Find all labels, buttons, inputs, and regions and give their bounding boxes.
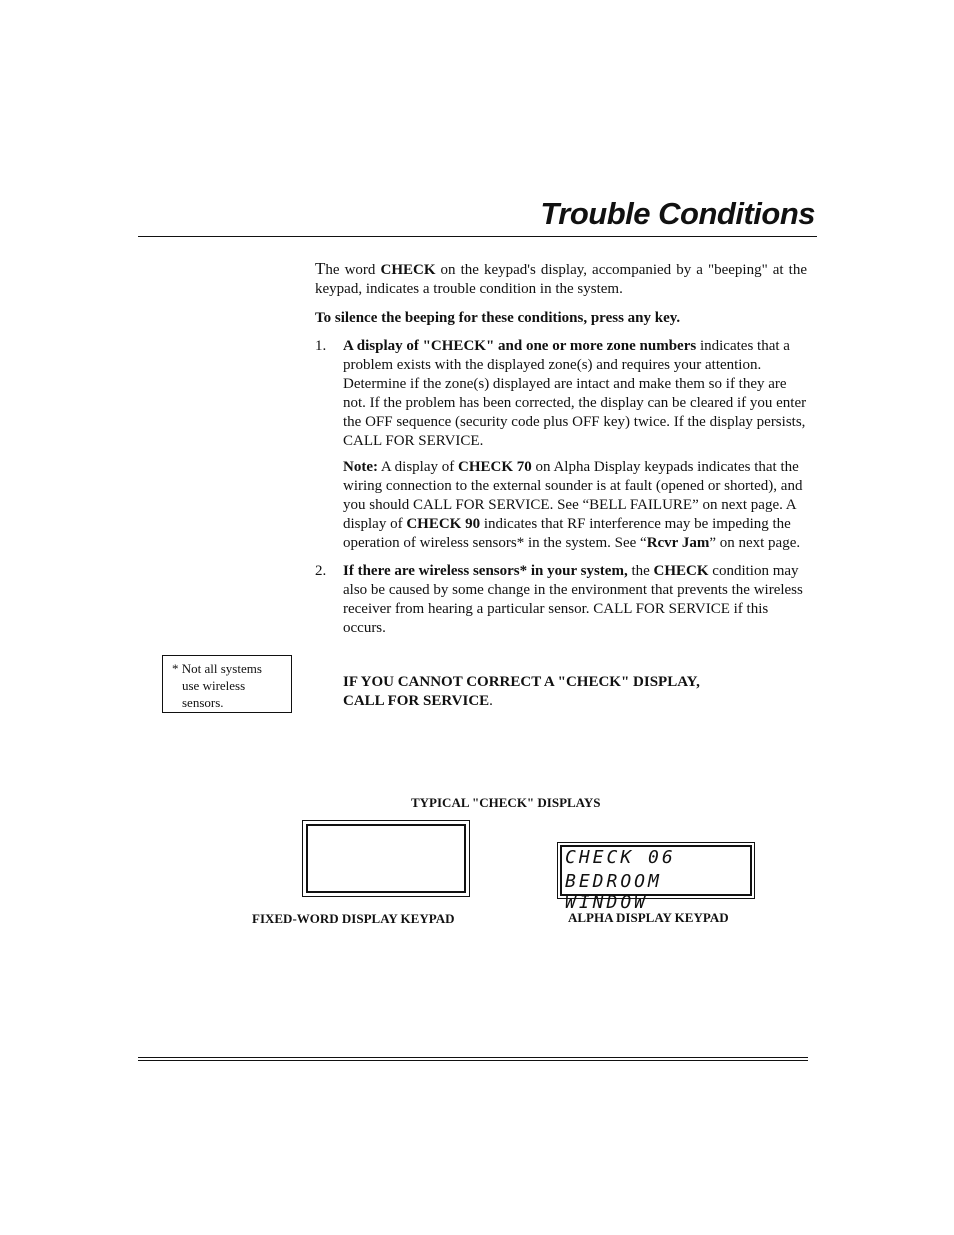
note-text-1: A display of [377, 459, 458, 475]
item-2-number: 2. [315, 563, 327, 579]
intro-drop-cap: T [315, 259, 326, 278]
footnote-line-3: sensors. [182, 695, 224, 710]
item-2-text-1: the [627, 563, 654, 579]
notice-line-2: CALL FOR SERVICE [343, 693, 490, 709]
alpha-display [557, 842, 755, 913]
title-rule [138, 236, 817, 237]
note-check-90: CHECK 90 [406, 516, 481, 532]
main-text [315, 259, 807, 711]
item-1-text: indicates that a problem exists with the displayed zone(s) and requires your attention. Determine if the zone(s) displayed are intact and make them so if they are not. If the problem has been corrected, the display can be cleared if you enter the OFF sequence (security code plus OFF key) twice. If the display persists, CALL FOR SERVICE. [343, 338, 807, 449]
note-check-70: CHECK 70 [458, 459, 532, 475]
notice-line-1: IF YOU CANNOT CORRECT A "CHECK" DISPLAY, [343, 674, 700, 690]
item-1-heading: A display of "CHECK" and one or more zone numbers [343, 338, 697, 354]
footnote-line-1: * Not all systems [172, 661, 262, 676]
note-text-3: indicates that RF interference may be impeding the operation of wireless sensors* in the system. See “ [343, 516, 791, 551]
list-item-2 [315, 562, 807, 638]
note-label: Note: [343, 459, 378, 475]
notice-period: . [489, 693, 493, 709]
item-1-number: 1. [315, 338, 327, 354]
item-2-heading: If there are wireless sensors* in your system, [343, 563, 628, 579]
alpha-caption: ALPHA DISPLAY KEYPAD [568, 910, 729, 925]
displays-heading: TYPICAL "CHECK" DISPLAYS [411, 795, 601, 810]
alpha-display-line-1: CHECK 06 [565, 847, 676, 868]
footer-rule-top [138, 1057, 808, 1058]
silence-instruction: To silence the beeping for these conditions, press any key. [315, 310, 681, 326]
note-rcvr-jam: Rcvr Jam [646, 535, 710, 551]
item-1-note [343, 458, 807, 553]
note-text-4: ” on next page. [709, 535, 801, 551]
alpha-display-line-2: BEDROOM WINDOW [565, 871, 662, 913]
list-item-1 [315, 337, 807, 553]
intro-paragraph [315, 259, 807, 299]
footer-rule-bottom [138, 1060, 808, 1061]
fixed-word-display-screen [306, 824, 466, 893]
intro-text-a: he word [325, 262, 381, 278]
sidebar-footnote [162, 655, 292, 713]
footnote-line-2: use wireless [182, 678, 246, 693]
intro-check-word: CHECK [380, 262, 436, 278]
intro-text-b: on the keypad's display, accompanied by a "beeping" at the keypad, indicates a trouble condition in the system. [315, 262, 807, 297]
call-for-service-notice [343, 673, 807, 711]
fixed-word-display [302, 820, 470, 897]
item-2-text-2: condition may also be caused by some change in the environment that prevents the wireless receiver from hearing a particular sensor. CALL FOR SERVICE if this occurs. [343, 563, 803, 636]
page-title: Trouble Conditions [540, 196, 815, 231]
item-2-check-word: CHECK [653, 563, 709, 579]
note-text-2: on Alpha Display keypads indicates that the wiring connection to the external sounder is at fault (opened or shorted), and you should CALL FOR SERVICE. See “BELL FAILURE” on next page. A display of [343, 459, 803, 532]
fixed-word-caption: FIXED-WORD DISPLAY KEYPAD [252, 911, 455, 926]
